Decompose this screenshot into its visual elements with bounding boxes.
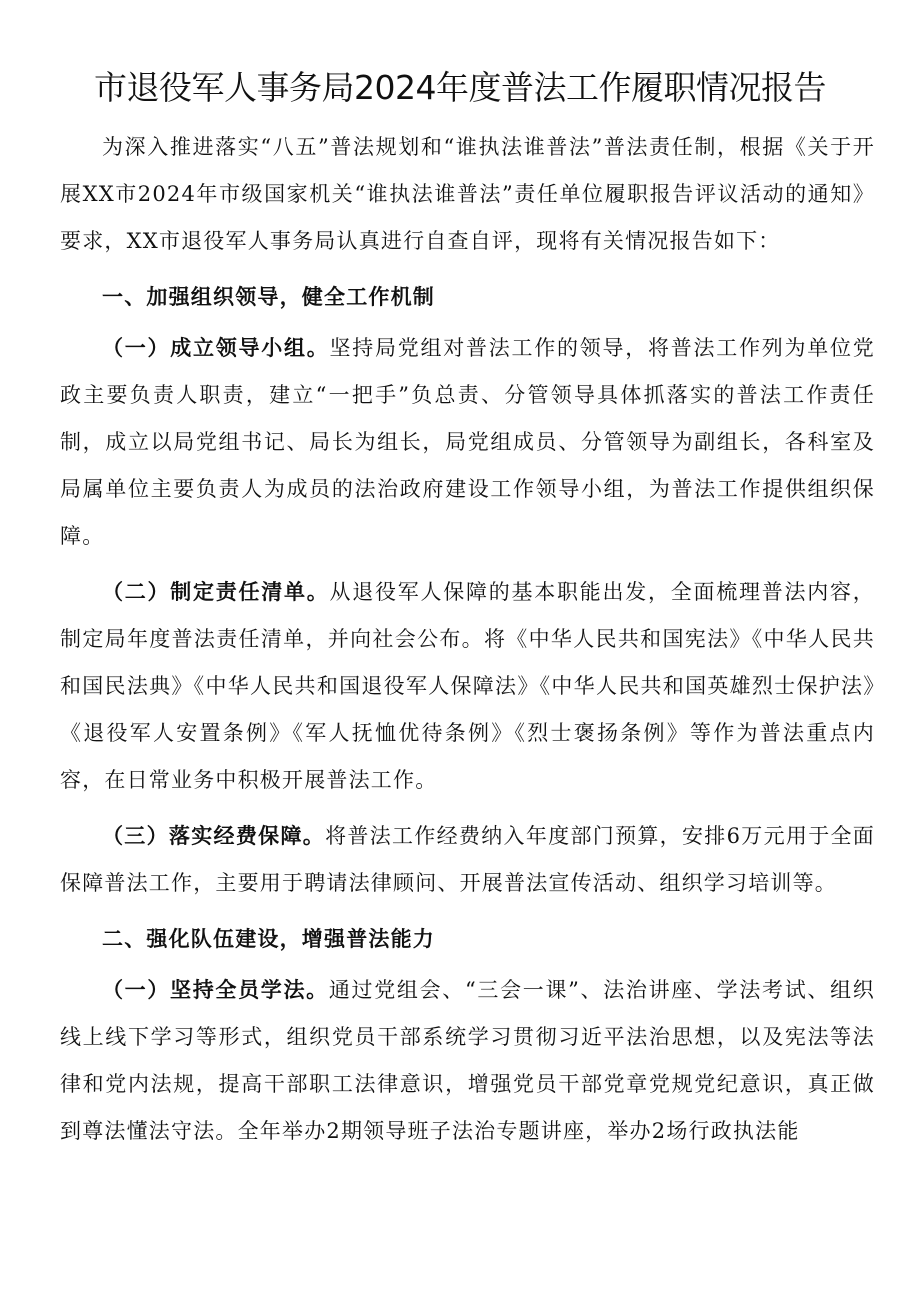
- item-text: 将普法工作经费纳入年度部门预算，安排6万元用于全面保障普法工作，主要用于聘请法律顾问、开展普法宣传活动、组织学习培训等。: [60, 824, 876, 895]
- section-heading-1: 一、加强组织领导，健全工作机制: [102, 284, 435, 309]
- section1-item-2: [60, 568, 875, 804]
- item-lead: （二）制定责任清单。: [102, 579, 330, 604]
- section1-item-1: [60, 324, 875, 560]
- section-heading-2: 二、强化队伍建设，增强普法能力: [102, 926, 435, 951]
- item-lead: （三）落实经费保障。: [102, 823, 326, 848]
- section2-item-1: [60, 966, 875, 1155]
- section1-item-3: [60, 812, 875, 907]
- item-lead: （一）成立领导小组。: [102, 335, 330, 360]
- intro-paragraph: 为深入推进落实“八五”普法规划和“谁执法谁普法”普法责任制，根据《关于开展XX市2024年市级国家机关“谁执法谁普法”责任单位履职报告评议活动的通知》要求，XX市退役军人事务局认真进行自查自评，现将有关情况报告如下：: [60, 135, 875, 253]
- document-title: 市退役军人事务局2024年度普法工作履职情况报告: [94, 68, 826, 107]
- document-body: [60, 124, 875, 1155]
- item-lead: （一）坚持全员学法。: [102, 977, 329, 1002]
- item-text: 通过党组会、“三会一课”、法治讲座、学法考试、组织线上线下学习等形式，组织党员干部系统学习贯彻习近平法治思想，以及宪法等法律和党内法规，提高干部职工法律意识，增强党员干部党章党规党纪意识，真正做到尊法懂法守法。全年举办2期领导班子法治专题讲座，举办2场行政执法能: [60, 978, 875, 1143]
- item-text: 从退役军人保障的基本职能出发，全面梳理普法内容，制定局年度普法责任清单，并向社会公布。将《中华人民共和国宪法》《中华人民共和国民法典》《中华人民共和国退役军人保障法》《中华人民共和国英雄烈士保护法》《退役军人安置条例》《军人抚恤优待条例》《烈士褒扬条例》等作为普法重点内容，在日常业务中积极开展普法工作。: [60, 580, 875, 792]
- item-text: 坚持局党组对普法工作的领导，将普法工作列为单位党政主要负责人职责，建立“一把手”负总责、分管领导具体抓落实的普法工作责任制，成立以局党组书记、局长为组长，局党组成员、分管领导为副组长，各科室及局属单位主要负责人为成员的法治政府建设工作领导小组，为普法工作提供组织保障。: [60, 336, 875, 548]
